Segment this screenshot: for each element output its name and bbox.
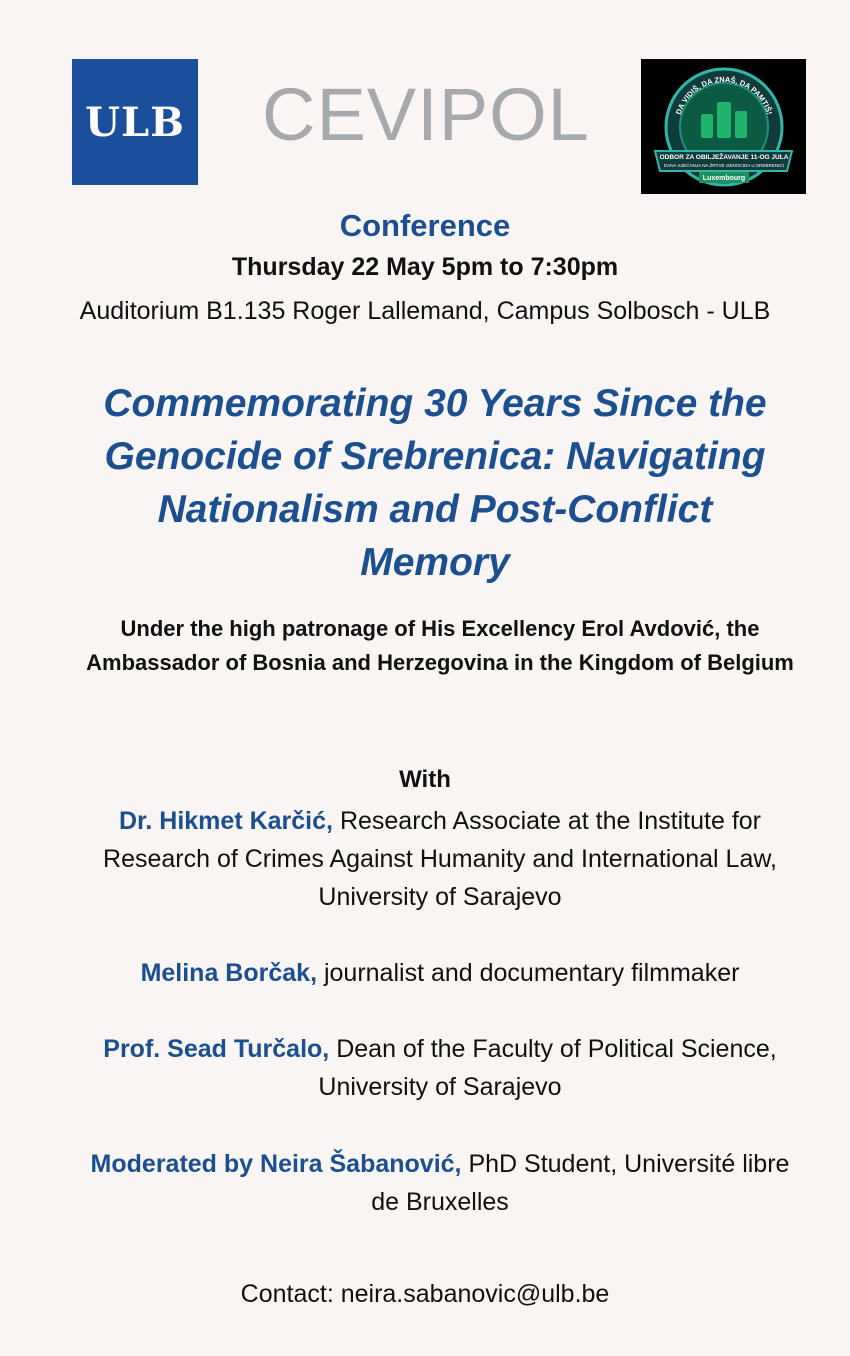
speaker-name: Dr. Hikmet Karčić, <box>118 807 333 835</box>
event-type: Conference <box>339 208 511 243</box>
speaker-name: Melina Borčak, <box>140 959 318 987</box>
ulb-logo <box>72 59 198 185</box>
event-venue: Auditorium B1.135 Roger Lallemand, Campus Solbosch - ULB <box>79 297 771 325</box>
conference-title: Commemorating 30 Years Since the Genocide of Srebrenica: Navigating Nationalism and Post-Conflict Memory <box>103 382 767 584</box>
speaker-role: journalist and documentary filmmaker <box>323 959 740 987</box>
speakers-heading: With <box>399 766 451 793</box>
event-date: Thursday 22 May 5pm to 7:30pm <box>231 253 619 281</box>
svg-text:Luxembourg: Luxembourg <box>702 175 746 182</box>
svg-text:DANA SJEĆANJA NA ŽRTVE GENOCID: DANA SJEĆANJA NA ŽRTVE GENOCIDA U SREBRENICI <box>663 163 785 168</box>
commemoration-seal-logo <box>641 59 806 194</box>
speaker-karcic <box>80 802 800 916</box>
moderator-role: PhD Student, Université libre de Bruxelles <box>371 1150 790 1216</box>
speaker-role: Research Associate at the Institute for Research of Crimes Against Humanity and International Law, University of Sarajevo <box>103 807 777 911</box>
contact-email: Contact: neira.sabanovic@ulb.be <box>240 1280 610 1308</box>
speaker-role: Dean of the Faculty of Political Science, University of Sarajevo <box>318 1035 777 1101</box>
svg-text:ODBOR ZA OBILJEŽAVANJE 11-OG J: ODBOR ZA OBILJEŽAVANJE 11-OG JULA <box>659 154 789 161</box>
speaker-turcalo <box>90 1030 790 1106</box>
cevipol-logo-text: CEVIPOL <box>262 73 590 156</box>
svg-text:DA VIDIŠ, DA ZNAŠ, DA PAMTIŠ!: DA VIDIŠ, DA ZNAŠ, DA PAMTIŠ! <box>673 74 775 116</box>
ulb-logo-text: ULB <box>85 98 185 146</box>
moderator-sabanovic <box>90 1145 790 1221</box>
speaker-borcak <box>60 954 820 992</box>
speaker-name: Prof. Sead Turčalo, <box>103 1035 330 1063</box>
patronage-note: Under the high patronage of His Excellency Erol Avdović, the Ambassador of Bosnia and Herzegovina in the Kingdom of Belgium <box>86 616 794 675</box>
moderator-name: Moderated by Neira Šabanović, <box>90 1150 462 1178</box>
cevipol-logo <box>262 70 592 160</box>
